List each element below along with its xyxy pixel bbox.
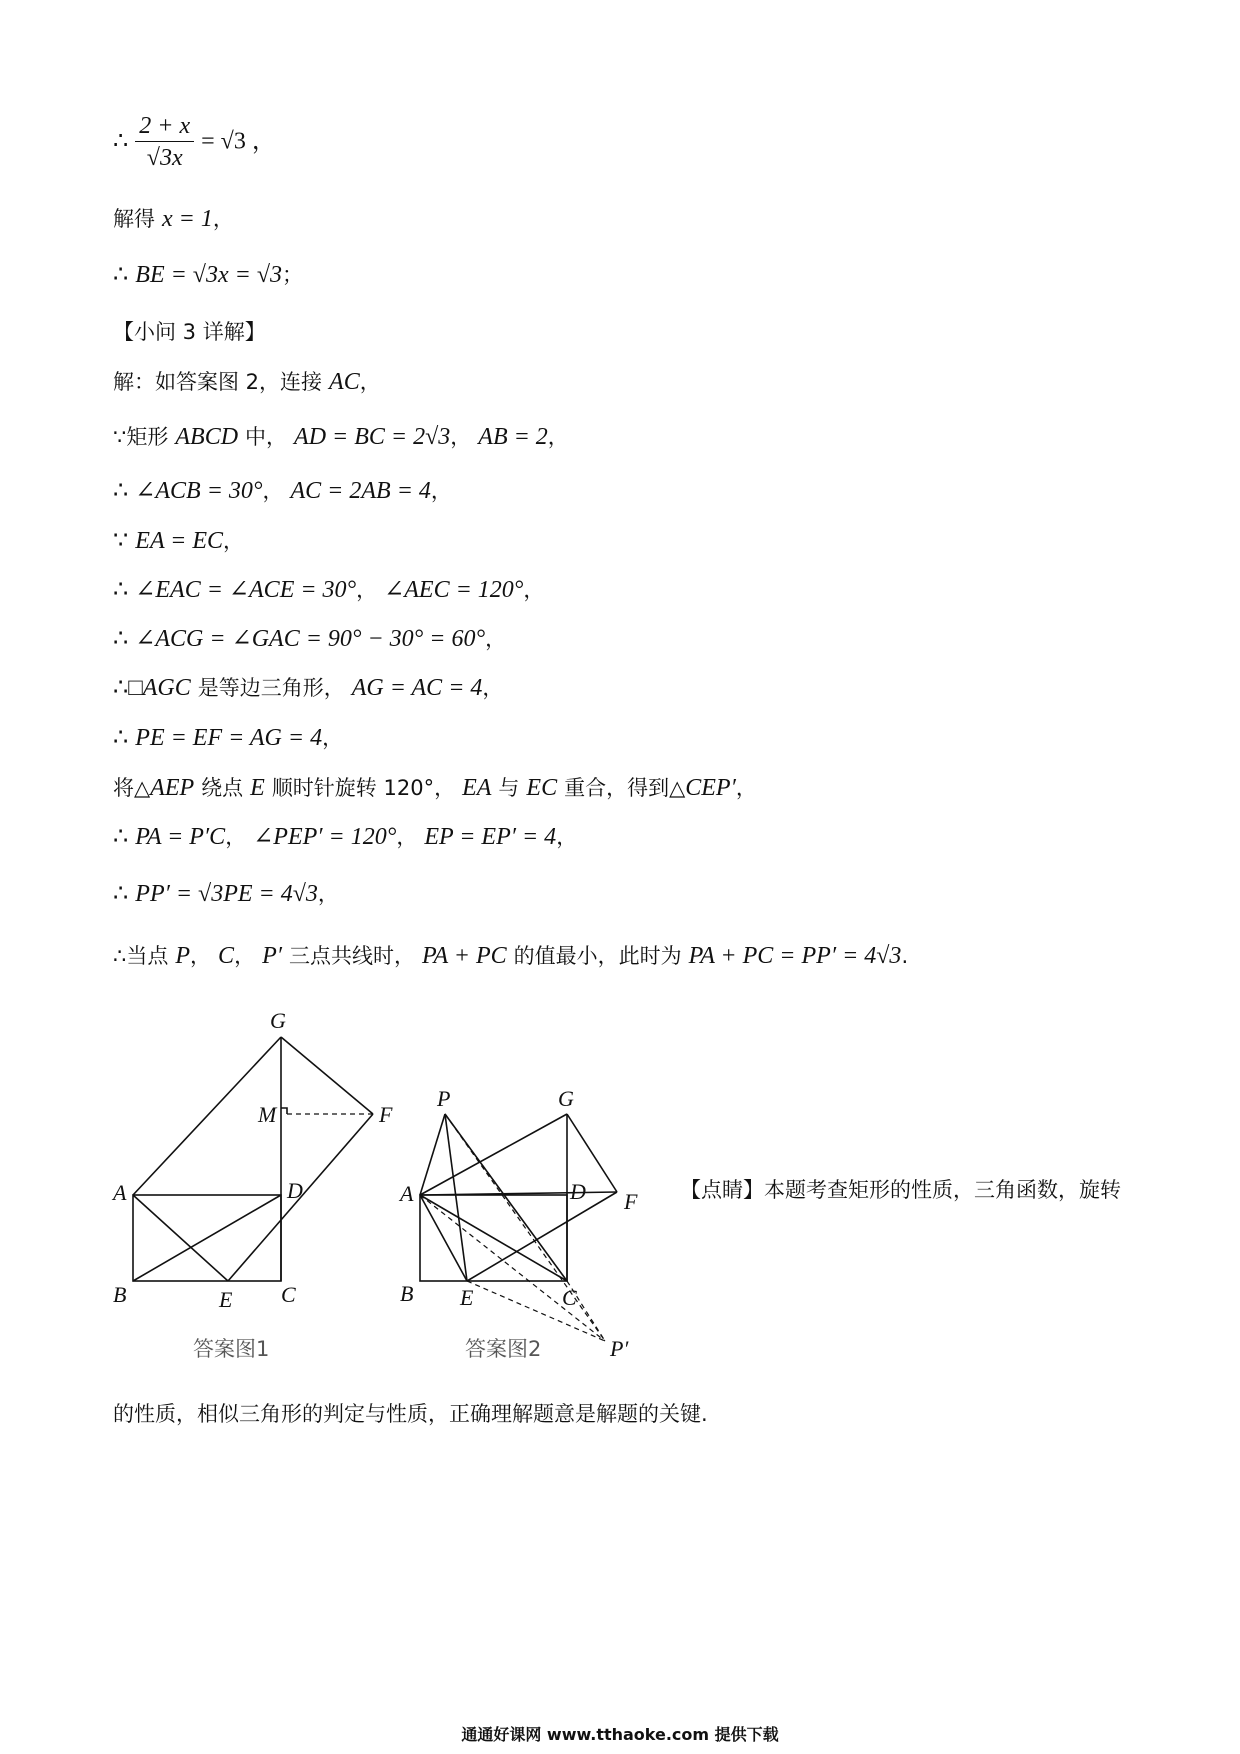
fig2-label-P-prime: P′ [610,1336,629,1361]
solution-line-3: ∴ BE = √3x = √3； [113,262,303,288]
figure-1-diagram [105,1000,405,1380]
solution-line-5: 解：如答案图 2，连接 AC， [113,369,381,395]
fig2-label-F: F [624,1189,638,1214]
fig1-label-B: B [113,1282,127,1307]
fig2-label-P: P [437,1086,451,1111]
solution-line-16: ∴当点 P， C， P′ 三点共线时， PA + PC 的值最小，此时为 PA + PC = PP′ = 4√3. [113,943,909,969]
fig1-label-M: M [258,1102,277,1127]
fig1-label-G: G [270,1008,286,1033]
solution-line-11: ∴□AGC 是等边三角形， AG = AC = 4， [113,675,504,701]
figure-2-diagram [395,1080,670,1380]
solution-line-7: ∴ ∠ACB = 30°， AC = 2AB = 4， [113,478,452,504]
fig2-label-B: B [400,1281,414,1306]
solution-line-9: ∴ ∠EAC = ∠ACE = 30°， ∠AEC = 120°， [113,577,545,603]
fig2-label-D: D [570,1179,586,1204]
section-heading: 【小问 3 详解】 [113,320,266,344]
solution-line-8: ∵ EA = EC， [113,528,245,554]
solution-line-12: ∴ PE = EF = AG = 4， [113,725,344,751]
comment-line-2: 的性质，相似三角形的判定与性质，正确理解题意是解题的关键. [113,1402,708,1426]
fig1-label-F: F [379,1102,393,1127]
fraction-numerator: 2 + x [135,112,194,142]
solution-line-1: ∴ $\frac{2 + x}{√3x}$ = √3 ， [113,113,276,171]
fig1-label-E: E [219,1287,233,1312]
fig2-label-G: G [558,1086,574,1111]
solution-line-2: 解得 x = 1， [113,206,234,232]
fig2-label-E: E [460,1285,474,1310]
fraction-denominator: √3x [146,144,183,171]
fig1-label-D: D [287,1178,303,1203]
fig1-caption: 答案图1 [193,1337,270,1361]
comment-line-1: 【点睛】本题考查矩形的性质，三角函数，旋转 [680,1178,1121,1202]
solution-line-6: ∵矩形 ABCD 中， AD = BC = 2√3， AB = 2， [113,424,569,450]
page-footer: 通通好课网 www.tthaoke.com 提供下载 [461,1725,779,1744]
fraction [135,112,194,173]
solution-line-13: 将△AEP 绕点 E 顺时针旋转 120°， EA 与 EC 重合，得到△CEP′， [113,775,757,801]
solution-line-15: ∴ PP′ = √3PE = 4√3， [113,881,339,907]
solution-line-10: ∴ ∠ACG = ∠GAC = 90° − 30° = 60°， [113,626,507,652]
fig1-label-C: C [281,1282,296,1307]
fig2-caption: 答案图2 [465,1337,542,1361]
fig1-label-A: A [113,1180,127,1205]
fig2-label-A: A [400,1181,414,1206]
solution-line-14: ∴ PA = P′C， ∠PEP′ = 120°， EP = EP′ = 4， [113,824,578,850]
fig2-label-C: C [562,1285,577,1310]
